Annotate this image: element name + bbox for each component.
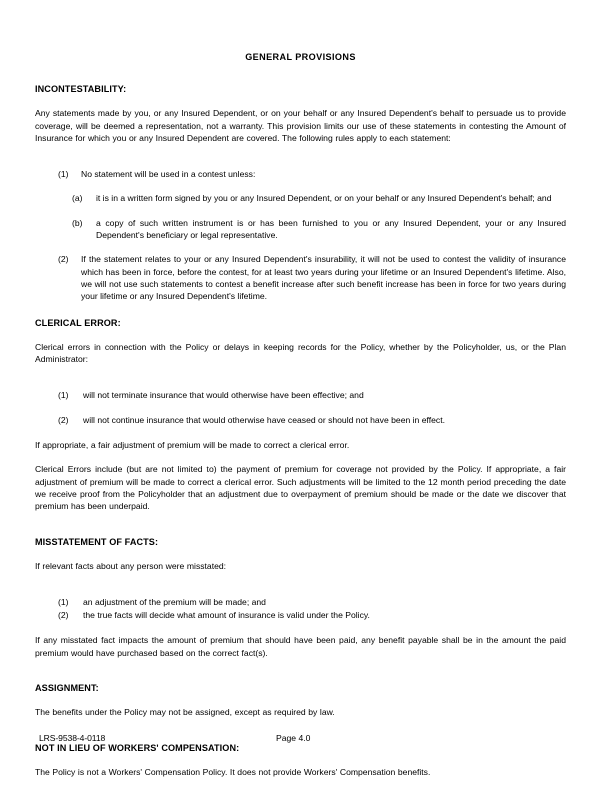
spacer: [35, 377, 566, 389]
list-item: [58, 414, 566, 426]
spacer: [35, 426, 566, 439]
page-footer: [35, 732, 566, 746]
list-item-text: will not continue insurance that would otherwise have ceased or should not have been in effect.: [83, 414, 445, 425]
footer-form-number: LRS-9538-4-0118: [39, 733, 106, 743]
spacer: [35, 671, 566, 683]
list-item: [58, 389, 566, 401]
list-item: [58, 253, 566, 302]
list-marker: (a): [72, 193, 83, 204]
list-item-text: If the statement relates to your or any Insured Dependent's insurability, it will not be used to contest the validity of insurance which has been in force, before the contest, for at least two years during your lifetime or an Insured Dependent's lifetime. Also, we will not use such statements to contest a benefit increase after such benefit increase has been in force for two years during your lifetime or any Insured Dependent's lifetime.: [81, 254, 566, 302]
spacer: [35, 525, 566, 537]
list-item-text: No statement will be used in a contest unless:: [81, 169, 256, 180]
list-item: [72, 192, 566, 204]
incontestability-intro-paragraph: Any statements made by you, or any Insured Dependent, or on your behalf or any Insured Dependent's behalf to persuade us to provide coverage, will be deemed a representation, not a warranty. This provision limits our use of these statements in contesting the Amount of Insurance for which you or any Insured Dependent are covered. The following rules apply to each statement:: [35, 108, 566, 143]
list-item-text: a copy of such written instrument is or has been furnished to you or any Insured Dependent, your or any Insured Dependent's beneficiary or legal representative.: [96, 217, 566, 241]
page-content: [35, 52, 566, 790]
clerical-error-intro-paragraph: Clerical errors in connection with the Policy or delays in keeping records for the Policy, whether by the Policyholder, us, or the Plan Administrator:: [35, 341, 566, 365]
misstatement-intro-paragraph: If relevant facts about any person were misstated:: [35, 560, 227, 571]
list-item: [58, 168, 566, 180]
list-marker: (2): [58, 254, 69, 265]
misstatement-benefit-paragraph: If any misstated fact impacts the amount of premium that should have been paid, any benefit payable shall be in the amount the paid premium would have purchased based on the correct fact(s).: [35, 635, 566, 658]
list-item: [72, 217, 566, 242]
list-item-text: will not terminate insurance that would otherwise have been effective; and: [83, 390, 364, 401]
not-in-lieu-paragraph: The Policy is not a Workers' Compensation Policy. It does not provide Workers' Compensation benefits.: [35, 766, 431, 777]
misstatement-list: [35, 596, 566, 621]
clerical-error-detail-paragraph: Clerical Errors include (but are not limited to) the payment of premium for coverage not provided by the Policy. If appropriate, a fair adjustment of premium will be made to correct a clerical error. Such adjustments will be limited to the 12 month period preceding the date we receive proof from the Policyholder that an adjustment due to overpayment of premium should be made or the date we discover that premium has been underpaid.: [35, 464, 566, 512]
list-item-text: the true facts will decide what amount of insurance is valid under the Policy.: [83, 610, 370, 621]
list-item-text: an adjustment of the premium will be made; and: [83, 597, 266, 608]
page-title: GENERAL PROVISIONS: [245, 52, 356, 62]
clerical-error-adjustment-paragraph: If appropriate, a fair adjustment of premium will be made to correct a clerical error.: [35, 440, 350, 451]
list-marker: (2): [58, 610, 69, 621]
list-item-text: it is in a written form signed by you or any Insured Dependent, or on your behalf or any Insured Dependent's behalf; and: [96, 193, 552, 204]
spacer: [35, 303, 566, 318]
list-marker: (b): [72, 217, 83, 228]
list-marker: (2): [58, 414, 69, 425]
clerical-error-list: [35, 389, 566, 426]
footer-page-number: Page 4.0: [276, 733, 311, 743]
section-heading-assignment: ASSIGNMENT:: [35, 682, 99, 693]
list-item: [58, 596, 566, 608]
section-heading-clerical-error: CLERICAL ERROR:: [35, 317, 121, 328]
list-marker: (1): [58, 390, 69, 401]
list-item: [58, 609, 566, 621]
incontestability-list: [35, 168, 566, 302]
list-marker: (1): [58, 169, 69, 180]
section-heading-misstatement-of-facts: MISSTATEMENT OF FACTS:: [35, 536, 159, 547]
list-marker: (1): [58, 597, 69, 608]
spacer: [35, 156, 566, 168]
section-heading-not-in-lieu-of-workers-compensation: NOT IN LIEU OF WORKERS' COMPENSATION:: [35, 742, 240, 753]
spacer: [35, 621, 566, 634]
spacer: [35, 584, 566, 596]
section-heading-incontestability: INCONTESTABILITY:: [35, 83, 127, 94]
assignment-paragraph: The benefits under the Policy may not be assigned, except as required by law.: [35, 707, 335, 718]
